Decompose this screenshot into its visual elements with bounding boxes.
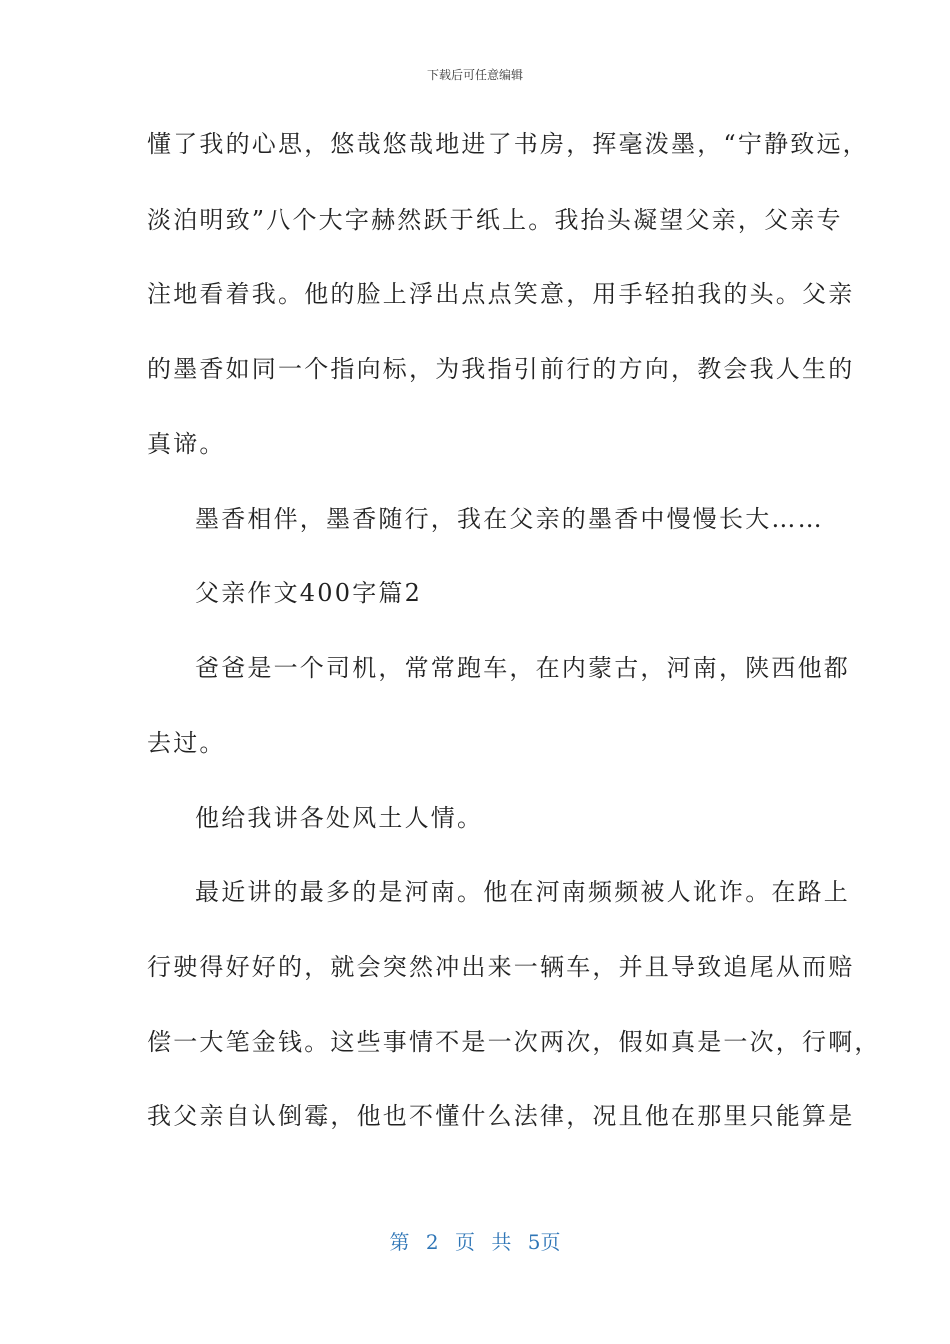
- footer-di: 第: [389, 1230, 410, 1254]
- body-line: 墨香相伴，墨香随行，我在父亲的墨香中慢慢长大……: [195, 505, 824, 533]
- body-line: 的墨香如同一个指向标，为我指引前行的方向，教会我人生的: [147, 355, 855, 383]
- page-footer: [0, 1226, 950, 1255]
- body-line: 真谛。: [147, 430, 226, 458]
- body-line: 他给我讲各处风土人情。: [195, 804, 484, 832]
- footer-total-pages: 5页: [527, 1230, 561, 1254]
- body-line: 偿一大笔金钱。这些事情不是一次两次，假如真是一次，行啊，: [147, 1028, 881, 1056]
- section-heading: 父亲作文400字篇2: [195, 579, 423, 607]
- footer-gong: 共: [491, 1230, 512, 1254]
- body-line: 爸爸是一个司机，常常跑车，在内蒙古，河南，陕西他都: [195, 654, 850, 682]
- body-line: 我父亲自认倒霉，他也不懂什么法律，况且他在那里只能算是: [147, 1102, 855, 1130]
- footer-page-number: 2: [425, 1230, 439, 1254]
- footer-ye: 页: [455, 1230, 475, 1254]
- body-line: 行驶得好好的，就会突然冲出来一辆车，并且导致追尾从而赔: [147, 953, 855, 981]
- body-line: 注地看着我。他的脸上浮出点点笑意，用手轻拍我的头。父亲: [147, 280, 855, 308]
- body-line: 去过。: [147, 729, 226, 757]
- body-line: 最近讲的最多的是河南。他在河南频频被人讹诈。在路上: [195, 878, 850, 906]
- page-header: 下载后可任意编辑: [426, 68, 523, 82]
- body-line: 懂了我的心思，悠哉悠哉地进了书房，挥毫泼墨，“宁静致远，: [147, 130, 869, 158]
- body-line: 淡泊明致”八个大字赫然跃于纸上。我抬头凝望父亲，父亲专: [147, 206, 843, 234]
